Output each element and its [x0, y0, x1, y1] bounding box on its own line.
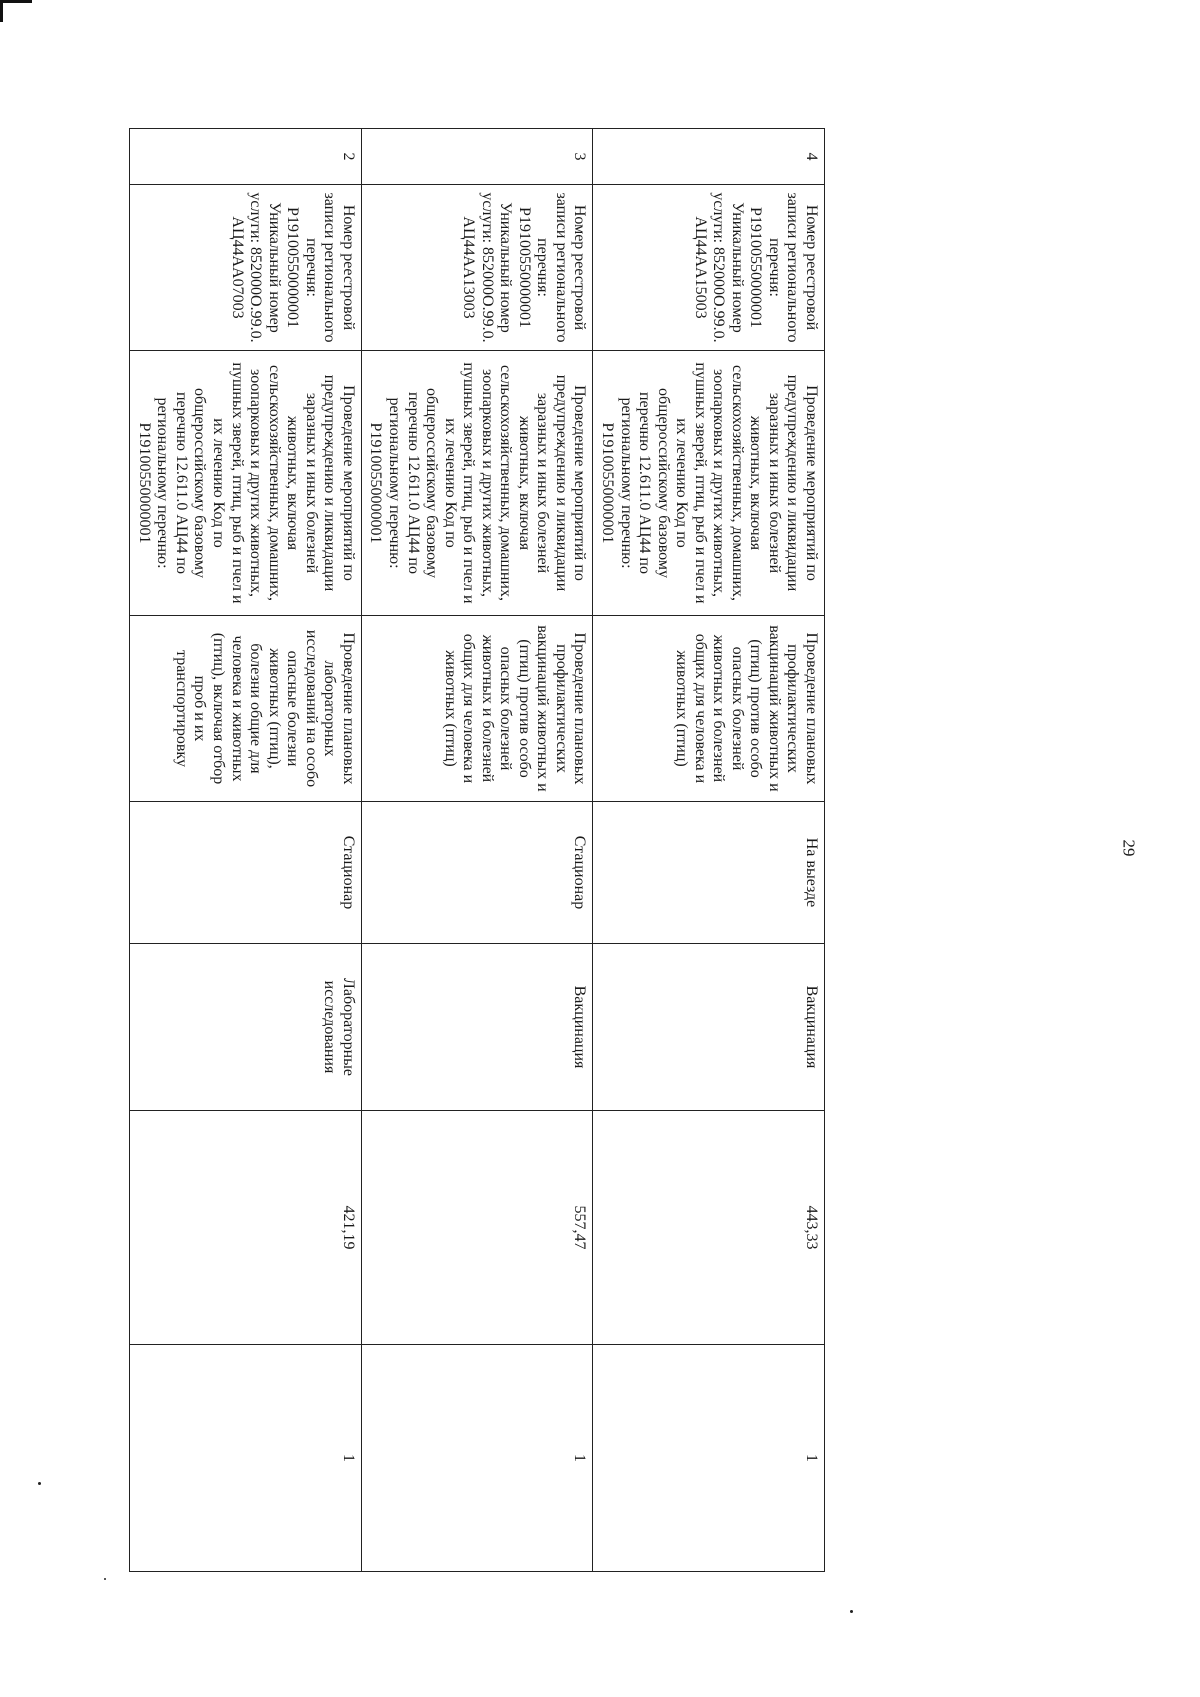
scan-speck: [850, 1610, 853, 1613]
scan-speck: [104, 1578, 106, 1580]
description-cell: Проведение мероприятий по предупреждению и ликвидации заразных и иных болезней животных, включая сельскохозяйственных, домашних, зоопарковых и других животных, пушных зверей, птиц, рыб и пчел и их лечению Код по общероссийскому базовому перечню 12.611.0 АЦ44 по региональному перечню: Р19100550000001: [130, 351, 362, 616]
form-cell: Стационар: [130, 802, 362, 944]
registry-cell: Номер реестровой записи регионального перечня: Р19100550000001 Уникальный номер услуги: 852000О.99.0. АЦ44АА13003: [361, 185, 593, 351]
type-cell: Вакцинация: [593, 944, 825, 1111]
description-cell: Проведение мероприятий по предупреждению и ликвидации заразных и иных болезней животных, включая сельскохозяйственных, домашних, зоопарковых и других животных, пушных зверей, птиц, рыб и пчел и их лечению Код по общероссийскому базовому перечню 12.611.0 АЦ44 по региональному перечню: Р19100550000001: [361, 351, 593, 616]
form-cell: Стационар: [361, 802, 593, 944]
scan-corner-mark: [0, 0, 32, 3]
value-cell: 557,47: [361, 1111, 593, 1345]
value-cell: 421,19: [130, 1111, 362, 1345]
form-cell: На выезде: [593, 802, 825, 944]
table-row: [593, 129, 825, 1572]
content-cell: Проведение плановых профилактических вакцинаций животных и (птиц) против особо опасных болезней животных и болезней общих для человека и животных (птиц): [593, 616, 825, 802]
description-cell: Проведение мероприятий по предупреждению и ликвидации заразных и иных болезней животных, включая сельскохозяйственных, домашних, зоопарковых и других животных, пушных зверей, птиц, рыб и пчел и их лечению Код по общероссийскому базовому перечню 12.611.0 АЦ44 по региональному перечню: Р19100550000001: [593, 351, 825, 616]
page-number: 29: [1119, 839, 1139, 857]
table-row: [361, 129, 593, 1572]
type-cell: Вакцинация: [361, 944, 593, 1111]
content-cell: Проведение плановых лабораторных исследований на особо опасные болезни животных (птиц), болезни общие для человека и животных (птиц), включая отбор проб и их транспортировку: [130, 616, 362, 802]
scan-corner-mark-vertical: [0, 0, 3, 22]
count-cell: 1: [130, 1345, 362, 1572]
scan-speck: [38, 1482, 41, 1485]
row-number: 2: [130, 129, 362, 185]
count-cell: 1: [361, 1345, 593, 1572]
services-table: [129, 128, 825, 1572]
value-cell: 443,33: [593, 1111, 825, 1345]
table-row: [130, 129, 362, 1572]
type-cell: Лабораторные исследования: [130, 944, 362, 1111]
rotated-table-frame: [135, 128, 825, 1571]
row-number: 3: [361, 129, 593, 185]
count-cell: 1: [593, 1345, 825, 1572]
content-cell: Проведение плановых профилактических вакцинаций животных и (птиц) против особо опасных болезней животных и болезней общих для человека и животных (птиц): [361, 616, 593, 802]
registry-cell: Номер реестровой записи регионального перечня: Р19100550000001 Уникальный номер услуги: 852000О.99.0. АЦ44АА15003: [593, 185, 825, 351]
registry-cell: Номер реестровой записи регионального перечня: Р19100550000001 Уникальный номер услуги: 852000О.99.0. АЦ44АА07003: [130, 185, 362, 351]
row-number: 4: [593, 129, 825, 185]
